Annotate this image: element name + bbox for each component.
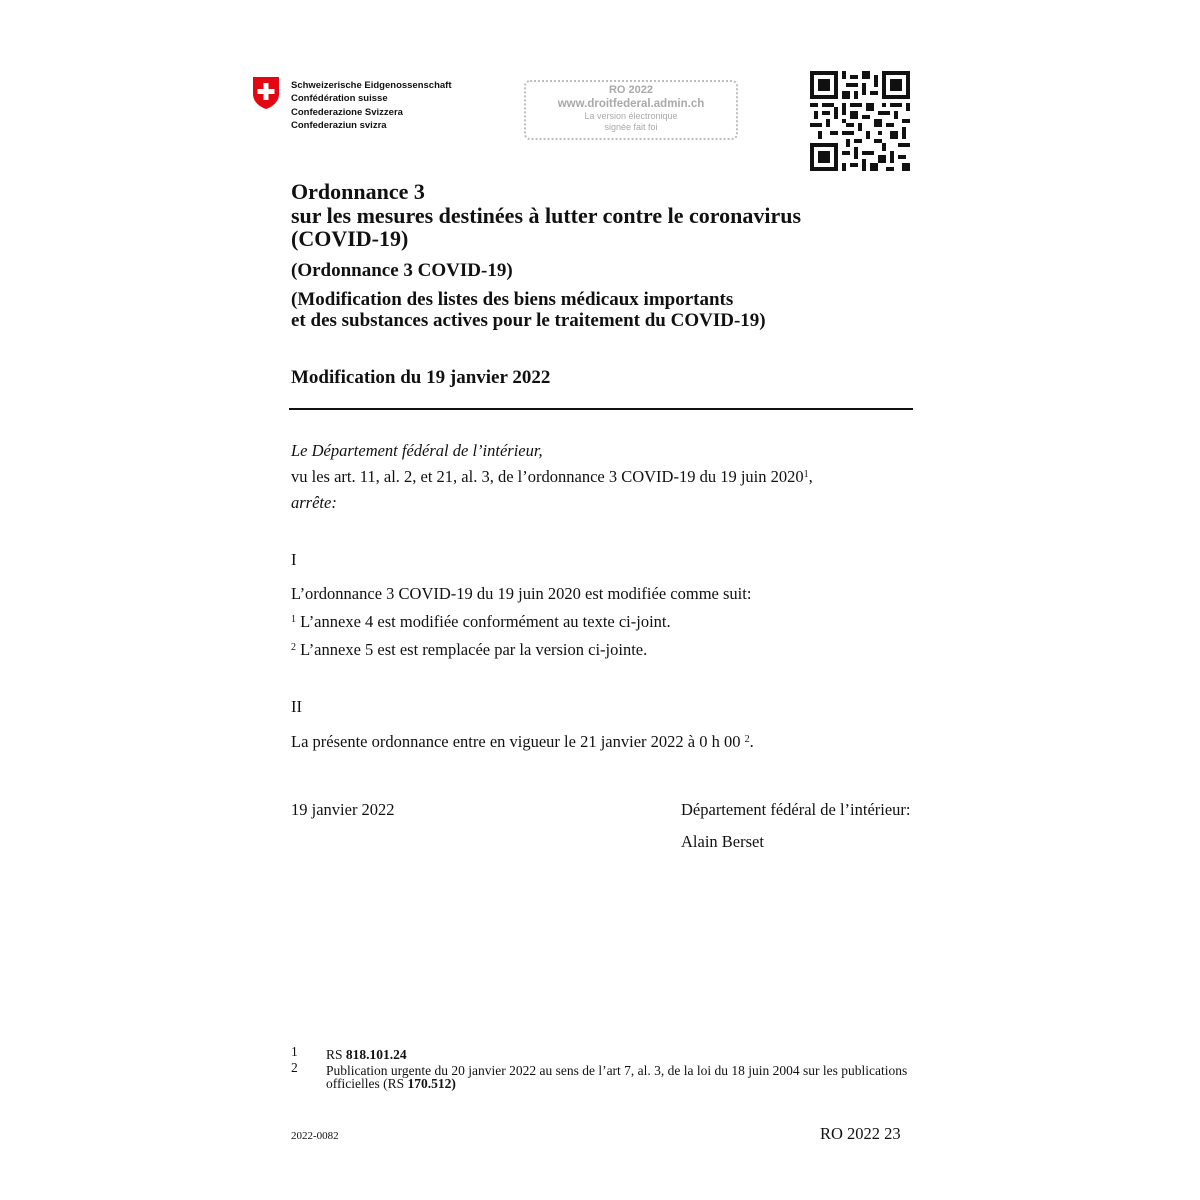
title-line-3: (COVID-19) [291,226,409,251]
footnote-2-number: 2 [291,1060,298,1075]
footnote-2-text [326,1065,926,1090]
item-text: L’annexe 4 est modifiée conformément au texte ci-joint. [296,612,671,631]
signature-name: Alain Berset [681,832,764,851]
paragraph-number: 1 [291,614,296,625]
stamp-note-1: La version électronique [584,111,678,121]
section-1-heading: I [291,550,297,569]
footnote-2-prefix: Publication urgente du 20 janvier 2022 au sens de l’art 7, al. 3, de la loi du 18 juin 2004 sur les publications officielles (RS [326,1063,908,1091]
confederation-line-it: Confederazione Svizzera [291,106,403,118]
document-title [291,180,911,251]
section-2-heading: II [291,697,302,716]
qr-code-icon [810,71,910,171]
preamble-basis-text: vu les art. 11, al. 2, et 21, al. 3, de l’ordonnance 3 COVID-19 du 19 juin 2020 [291,467,804,486]
signature-date: 19 janvier 2022 [291,800,395,819]
entry-into-force-text: La présente ordonnance entre en vigueur le 21 janvier 2022 à 0 h 00 [291,732,741,751]
preamble-basis [291,467,813,487]
title-line-2: sur les mesures destinées à lutter contre le coronavirus [291,202,802,228]
footnote-1-text [326,1049,926,1062]
preamble-decree: arrête: [291,493,337,512]
electronic-signature-stamp [524,80,738,140]
modification-line-1: (Modification des listes des biens médicaux importants [291,289,734,310]
modification-subtitle [291,289,911,331]
paragraph-number: 2 [291,642,296,653]
confederation-names [291,79,452,133]
modification-line-2: et des substances actives pour le traitement du COVID-19) [291,310,766,331]
confederation-line-rm: Confederaziun svizra [291,120,387,132]
entry-into-force-end: . [749,732,754,751]
ro-reference: RO 2022 23 [820,1124,901,1143]
footnote-ref-2[interactable]: 2 [744,734,750,745]
preamble-authority: Le Département fédéral de l’intérieur, [291,441,543,460]
document-id: 2022-0082 [291,1130,339,1142]
footnote-1-prefix: RS [326,1047,346,1062]
section-1-item-1 [291,612,671,632]
section-1-item-2 [291,640,647,660]
swiss-cross-emblem-icon [252,76,280,110]
footnote-ref-1[interactable]: 1 [803,469,809,480]
footnote-1-number: 1 [291,1044,298,1059]
preamble-basis-end: , [808,467,813,486]
footnote-2-rs-number: 170.512) [407,1075,456,1091]
title-divider [289,408,913,410]
section-1-intro: L’ordonnance 3 COVID-19 du 19 juin 2020 est modifiée comme suit: [291,584,752,603]
footnote-1-rs-number: 818.101.24 [345,1047,407,1062]
amendment-date: Modification du 19 janvier 2022 [291,367,551,388]
section-2-text [291,732,754,752]
confederation-line-de: Schweizerische Eidgenossenschaft [291,80,452,91]
item-text: L’annexe 5 est est remplacée par la version ci-jointe. [296,640,648,659]
stamp-ro: RO 2022 [608,84,654,96]
title-line-1: Ordonnance 3 [291,179,425,204]
signature-department: Département fédéral de l’intérieur: [681,800,911,819]
stamp-url: www.droitfederal.admin.ch [557,98,705,110]
confederation-line-fr: Confédération suisse [291,93,388,105]
short-title: (Ordonnance 3 COVID-19) [291,260,513,281]
stamp-note-2: signée fait foi [604,121,658,132]
